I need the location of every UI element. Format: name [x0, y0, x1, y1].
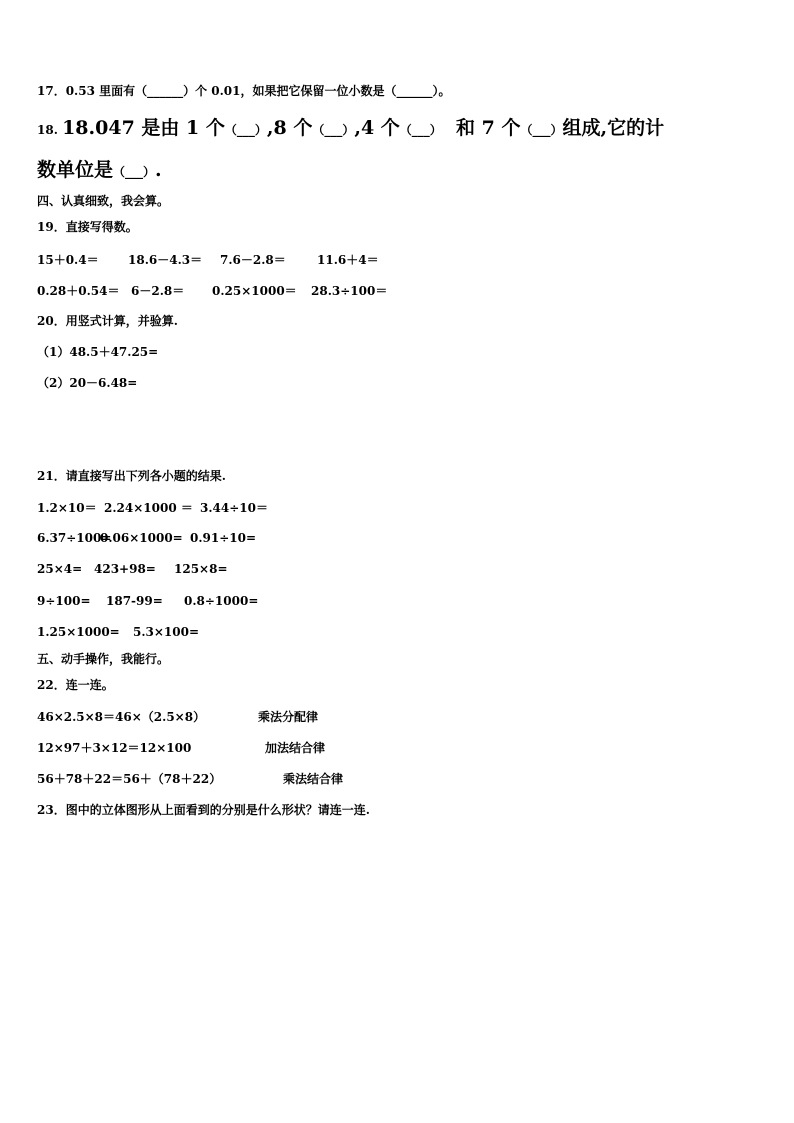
- question-18-text-d: 和 7 个: [456, 117, 521, 139]
- question-20-item-2: （2）20－6.48=: [37, 376, 138, 390]
- calc-item: 423+98=: [94, 562, 156, 576]
- question-18-text-f: 数单位是: [37, 159, 114, 181]
- question-17: 17．0.53 里面有（______）个 0.01，如果把它保留一位小数是（______）。: [37, 84, 451, 98]
- question-21-title: 21．请直接写出下列各小题的结果.: [37, 469, 226, 483]
- question-18-line-2: [37, 156, 162, 186]
- match-law[interactable]: 加法结合律: [265, 741, 326, 755]
- calc-item: 9÷100=: [37, 594, 91, 608]
- question-22-title: 22．连一连。: [37, 678, 114, 692]
- calc-item: 15＋0.4＝: [37, 253, 99, 267]
- match-expression[interactable]: 12×97＋3×12＝12×100: [37, 741, 192, 755]
- calc-item: 1.25×1000=: [37, 625, 120, 639]
- section-5-title: 五、动手操作，我能行。: [37, 652, 170, 666]
- calc-item: 2.24×1000 ＝: [104, 501, 193, 515]
- question-19-title: 19．直接写得数。: [37, 220, 138, 234]
- calc-item: 3.44÷10＝: [200, 501, 268, 515]
- calc-item: 28.3÷100＝: [311, 284, 388, 298]
- calc-item: 0.06×1000=: [100, 531, 183, 545]
- question-23-title: 23．图中的立体图形从上面看到的分别是什么形状？请连一连.: [37, 803, 370, 817]
- section-4-title: 四、认真细致，我会算。: [37, 194, 170, 208]
- blank-2: （___）: [312, 123, 355, 137]
- question-20-title: 20．用竖式计算，并验算.: [37, 314, 178, 328]
- calc-item: 0.91÷10=: [190, 531, 257, 545]
- calc-item: 6.37÷100=: [37, 531, 112, 545]
- match-law[interactable]: 乘法结合律: [283, 772, 344, 786]
- blank-4: （___）: [520, 123, 563, 137]
- calc-item: 25×4=: [37, 562, 83, 576]
- blank-5: （___）: [113, 165, 156, 179]
- question-18-text-c: ,4 个: [354, 117, 400, 139]
- question-18-number: 18.: [37, 123, 58, 137]
- calc-item: 6－2.8＝: [131, 284, 185, 298]
- calc-item: 18.6－4.3＝: [128, 253, 203, 267]
- calc-item: 0.25×1000＝: [212, 284, 297, 298]
- question-20-item-1: （1）48.5＋47.25=: [37, 345, 159, 359]
- calc-item: 187-99=: [106, 594, 163, 608]
- calc-item: 7.6－2.8＝: [220, 253, 286, 267]
- question-18-line-1: [37, 114, 664, 144]
- match-expression[interactable]: 46×2.5×8＝46×（2.5×8）: [37, 710, 206, 724]
- question-18-text-a: 18.047 是由 1 个: [62, 117, 225, 139]
- question-18-text-e: 组成,它的计: [562, 117, 665, 139]
- match-expression[interactable]: 56＋78＋22＝56＋（78＋22）: [37, 772, 222, 786]
- match-law[interactable]: 乘法分配律: [258, 710, 319, 724]
- blank-3: （___）: [399, 123, 442, 137]
- blank-1: （___）: [224, 123, 267, 137]
- calc-item: 1.2×10＝: [37, 501, 97, 515]
- calc-item: 125×8=: [174, 562, 228, 576]
- calc-item: 0.8÷1000=: [184, 594, 259, 608]
- calc-item: 0.28＋0.54＝: [37, 284, 120, 298]
- question-18-text-g: .: [155, 159, 162, 181]
- calc-item: 11.6＋4＝: [317, 253, 379, 267]
- question-18-text-b: ,8 个: [266, 117, 313, 139]
- calc-item: 5.3×100=: [133, 625, 200, 639]
